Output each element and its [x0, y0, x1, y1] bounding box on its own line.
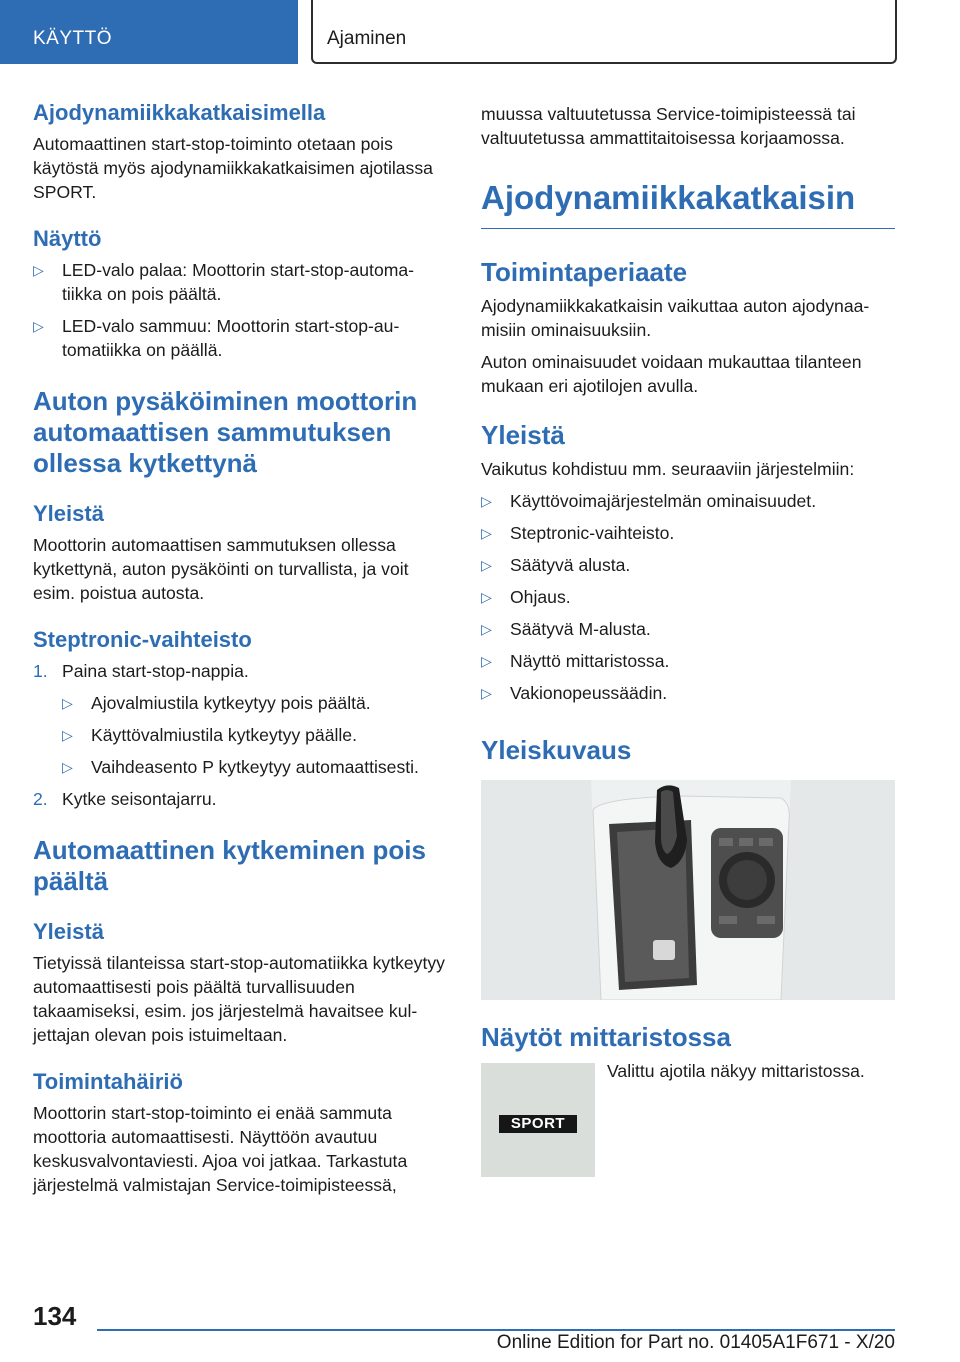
triangle-bullet-icon: ▷	[481, 621, 492, 637]
heading-yleista: Yleistä	[33, 501, 104, 526]
section-tab	[0, 0, 298, 64]
display-example	[481, 1059, 895, 1179]
list-item: ▷ Ohjaus.	[481, 587, 571, 607]
footer-divider	[97, 1329, 895, 1331]
heading-automaattinen-kytkeminen: Automaattinen kytkeminen pois päältä	[33, 835, 426, 896]
paragraph: Auton ominaisuudet voidaan mukauttaa tilanteen mukaan eri ajotilojen avulla.	[481, 352, 862, 396]
page-number: 134	[33, 1301, 77, 1331]
right-column	[481, 102, 895, 1179]
list-item-step-1: 1. Paina start-stop-nappia.	[33, 661, 249, 681]
left-column	[33, 100, 447, 1197]
heading-ajodynamiikkakatkaisin: Ajodynamiikkakatkaisin	[481, 178, 895, 229]
list-item: ▷ Käyttövalmiustila kytkeytyy päälle.	[62, 725, 357, 745]
paragraph: Vaikutus kohdistuu mm. seuraaviin järjestelmiin:	[481, 459, 855, 479]
list-item: ▷ LED-valo palaa: Moottorin start-stop-automatiikka on pois päältä.	[33, 260, 415, 304]
triangle-bullet-icon: ▷	[481, 653, 492, 669]
list-item: ▷ Säätyvä alusta.	[481, 555, 631, 575]
list-item: ▷ Vakionopeussäädin.	[481, 683, 668, 703]
heading-naytot-mittaristossa: Näytöt mittaristossa	[481, 1022, 731, 1052]
heading-yleista: Yleistä	[481, 420, 565, 450]
list-item: ▷ Säätyvä M-alusta.	[481, 619, 651, 639]
triangle-bullet-icon: ▷	[481, 589, 492, 605]
center-console-photo	[481, 780, 895, 1000]
heading-steptronic: Steptronic-vaihteisto	[33, 627, 252, 652]
triangle-bullet-icon: ▷	[62, 695, 73, 711]
heading-toimintaperiaate: Toimintaperiaate	[481, 257, 688, 287]
chapter-header	[311, 0, 897, 64]
list-item: ▷ Vaihdeasento P kytkeytyy automaattisesti.	[62, 757, 419, 777]
triangle-bullet-icon: ▷	[481, 493, 492, 509]
chapter-title: Ajaminen	[327, 28, 407, 49]
heading-yleista-2: Yleistä	[33, 919, 104, 944]
list-item: ▷ Steptronic-vaihteisto.	[481, 523, 675, 543]
section-title: KÄYTTÖ	[33, 28, 113, 49]
paragraph: Moottorin automaattisen sammutuksen ollessa kytkettynä, auton pysäköinti on turvallista, ja voit esim. poistua autosta.	[33, 535, 409, 603]
list-item: ▷ LED-valo sammuu: Moottorin start-stop-automatiikka on päällä.	[33, 316, 400, 360]
sport-mode-label: SPORT	[499, 1115, 577, 1133]
list-item-step-2: 2. Kytke seisontajarru.	[33, 789, 217, 809]
footer-edition: Online Edition for Part no. 01405A1F671 - X/20	[496, 1332, 895, 1353]
instrument-display-image	[481, 1063, 595, 1177]
triangle-bullet-icon: ▷	[33, 318, 44, 334]
numbered-list	[33, 659, 447, 811]
paragraph: Automaattinen start-stop-toiminto otetaan pois käytöstä myös ajodynamiikkakatkaisimen ajotilassa SPORT.	[33, 134, 433, 202]
heading-yleiskuvaus: Yleiskuvaus	[481, 735, 632, 765]
paragraph: Valittu ajotila näkyy mittaristossa.	[607, 1061, 865, 1081]
triangle-bullet-icon: ▷	[481, 685, 492, 701]
triangle-bullet-icon: ▷	[62, 759, 73, 775]
center-console-illustration	[481, 780, 895, 1000]
triangle-bullet-icon: ▷	[481, 557, 492, 573]
paragraph: Tietyissä tilanteissa start-stop-automatiikka kytkeytyy automaattisesti pois päältä turvallisuuden takaamiseksi, esim. jos järjestelmä havaitsee kuljettajan olevan pois istuimeltaan.	[33, 953, 445, 1045]
list-item: ▷ Käyttövoimajärjestelmän ominaisuudet.	[481, 491, 817, 511]
bullet-list	[33, 258, 447, 362]
list-item: ▷ Näyttö mittaristossa.	[481, 651, 670, 671]
triangle-bullet-icon: ▷	[62, 727, 73, 743]
triangle-bullet-icon: ▷	[33, 262, 44, 278]
heading-naytto: Näyttö	[33, 226, 102, 251]
heading-toimintahairio: Toimintahäiriö	[33, 1069, 183, 1094]
bullet-list	[481, 489, 895, 705]
paragraph: Moottorin start-stop-toiminto ei enää sammuta moottoria automaattisesti. Näyttöön avautuu keskusvalvontaviesti. Ajoa voi jatkaa. Tarkastuta järjestelmä valmistajan Service-toimipisteessä,	[33, 1103, 408, 1195]
list-item: ▷ Ajovalmiustila kytkeytyy pois päältä.	[62, 693, 371, 713]
paragraph: Ajodynamiikkakatkaisin vaikuttaa auton ajodynaamisiin ominaisuuksiin.	[481, 296, 870, 340]
heading-ajodynamiikkakatkaisimella: Ajodynamiikkakatkaisimella	[33, 100, 326, 125]
triangle-bullet-icon: ▷	[481, 525, 492, 541]
paragraph: muussa valtuutetussa Service-toimipisteessä tai valtuutetussa ammattitaitoisessa korjaamossa.	[481, 104, 856, 148]
heading-auton-pysakoiminen: Auton pysäköiminen moottorin automaattisen sammutuksen ollessa kytkettynä	[33, 386, 418, 478]
